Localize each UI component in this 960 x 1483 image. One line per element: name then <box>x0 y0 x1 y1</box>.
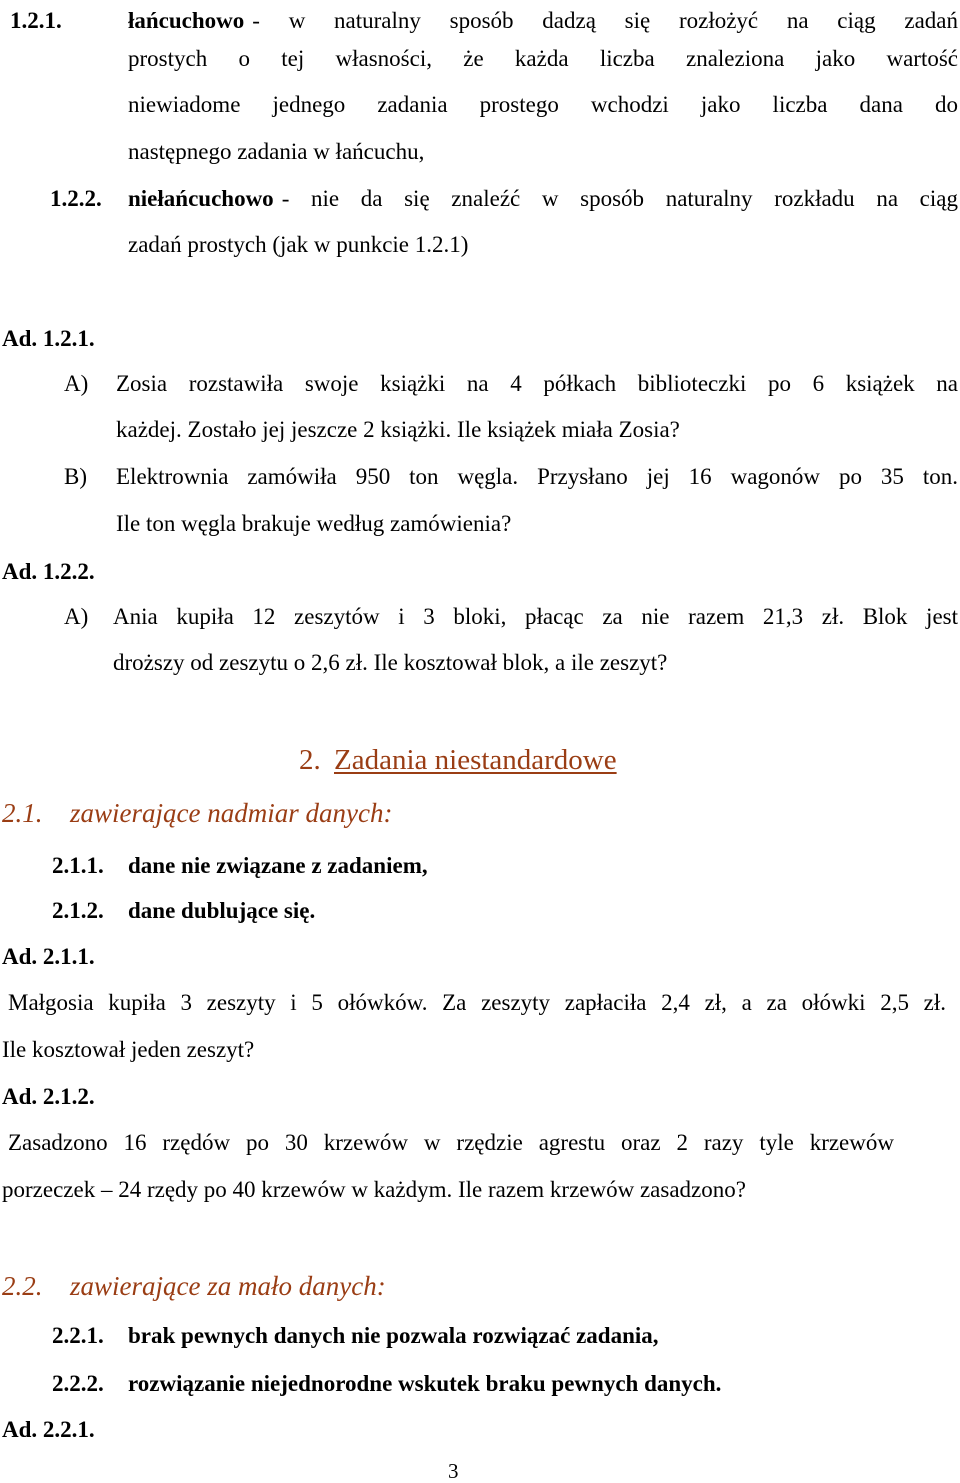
section-heading <box>299 742 617 778</box>
term: łańcuchowo <box>128 8 245 33</box>
task-text: Zasadzono 16 rzędów po 30 krzewów w rzędzie agrestu oraz 2 razy tyle krzewów <box>8 1130 894 1155</box>
subsection-heading <box>2 796 392 830</box>
term: niełańcuchowo <box>128 186 274 211</box>
list-label: A) <box>64 604 89 629</box>
subsection-number: 2.1. <box>2 798 43 828</box>
list-label: A) <box>64 371 89 396</box>
list-item <box>52 1369 721 1399</box>
task-text: Ania kupiła 12 zeszytów i 3 bloki, płacąc za nie razem 21,3 zł. Blok jest <box>113 604 958 629</box>
subsection-title: zawierające nadmiar danych: <box>70 798 393 828</box>
list-item <box>52 1321 659 1351</box>
task-text: Ile ton węgla brakuje według zamówienia? <box>116 511 512 536</box>
item-number: 1.2.1. <box>10 8 62 33</box>
section-number: 2. <box>299 744 321 776</box>
subsection-number: 2.2. <box>2 1271 43 1301</box>
item-1-2-2 <box>50 184 958 214</box>
section-title: Zadania niestandardowe <box>334 744 617 776</box>
task-text: Ile kosztował jeden zeszyt? <box>2 1037 255 1062</box>
task-text: Małgosia kupiła 3 zeszyty i 5 ołówków. Za zeszyty zapłaciła 2,4 zł, a za ołówki 2,5 zł. <box>8 990 946 1015</box>
list-label: B) <box>64 464 87 489</box>
ad-heading: Ad. 2.1.1. <box>2 944 95 969</box>
paragraph-line: prostych o tej własności, że każda liczba znaleziona jako wartość <box>128 46 958 71</box>
list-item <box>52 896 315 926</box>
ad-heading: Ad. 1.2.2. <box>2 559 95 584</box>
task-text: każdej. Zostało jej jeszcze 2 książki. Ile książek miała Zosia? <box>116 417 680 442</box>
task-text: porzeczek – 24 rzędy po 40 krzewów w każdym. Ile razem krzewów zasadzono? <box>2 1177 746 1202</box>
item-number: 2.1.2. <box>52 898 104 923</box>
task-text: droższy od zeszytu o 2,6 zł. Ile kosztował blok, a ile zeszyt? <box>113 650 668 675</box>
ad-heading: Ad. 2.1.2. <box>2 1084 95 1109</box>
item-number: 2.1.1. <box>52 853 104 878</box>
text: - w naturalny sposób dadzą się rozłożyć na ciąg zadań <box>252 8 958 33</box>
subsection-title: zawierające za mało danych: <box>70 1271 386 1301</box>
task-text: Elektrownia zamówiła 950 ton węgla. Przysłano jej 16 wagonów po 35 ton. <box>116 464 958 489</box>
item-number: 2.2.2. <box>52 1371 104 1396</box>
item-text: rozwiązanie niejednorodne wskutek braku pewnych danych. <box>128 1371 722 1396</box>
page-number: 3 <box>448 1459 459 1483</box>
item-text: dane dublujące się. <box>128 898 316 923</box>
item-number: 2.2.1. <box>52 1323 104 1348</box>
paragraph-line: następnego zadania w łańcuchu, <box>128 139 425 164</box>
paragraph-line: zadań prostych (jak w punkcie 1.2.1) <box>128 232 469 257</box>
ad-heading: Ad. 2.2.1. <box>2 1417 95 1442</box>
text: - nie da się znaleźć w sposób naturalny rozkładu na ciąg <box>281 186 958 211</box>
task-text: Zosia rozstawiła swoje książki na 4 półkach biblioteczki po 6 książek na <box>116 371 958 396</box>
subsection-heading <box>2 1269 386 1303</box>
item-text: brak pewnych danych nie pozwala rozwiązać zadania, <box>128 1323 659 1348</box>
item-1-2-1 <box>10 6 958 36</box>
paragraph-line: niewiadome jednego zadania prostego wchodzi jako liczba dana do <box>128 92 958 117</box>
list-item <box>52 851 428 881</box>
item-text: dane nie związane z zadaniem, <box>128 853 428 878</box>
ad-heading: Ad. 1.2.1. <box>2 326 95 351</box>
item-number: 1.2.2. <box>50 186 102 211</box>
